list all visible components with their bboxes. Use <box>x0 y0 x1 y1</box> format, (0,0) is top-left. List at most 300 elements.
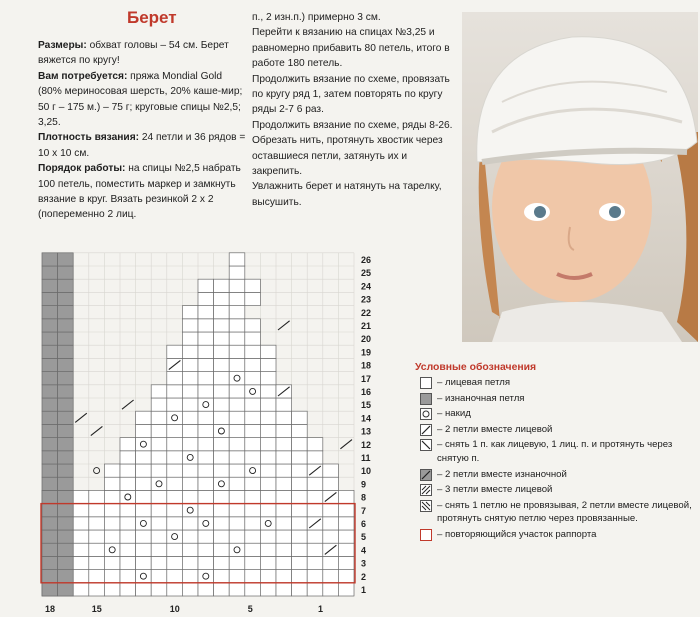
chart-cell <box>198 292 214 305</box>
instr-line: Увлажнить берет и натянуть на тарелку, высушить. <box>252 181 442 208</box>
instructions-paragraph: Порядок работы: на спицы №2,5 набрать 100 петель, поместить маркер и замкнуть вязание в круг. Вязать резинкой 2 х 2 (попеременно 2 лиц. <box>38 163 241 221</box>
chart-cell <box>292 464 308 477</box>
chart-cell <box>198 517 214 530</box>
row-label: 14 <box>361 413 372 424</box>
chart-cell <box>167 517 183 530</box>
chart-cell <box>276 583 292 596</box>
chart-cell <box>104 570 120 583</box>
chart-cell <box>167 398 183 411</box>
chart-cell <box>167 543 183 556</box>
chart-cell <box>214 292 230 305</box>
chart-cell <box>89 504 105 517</box>
chart-cell <box>198 279 214 292</box>
chart-cell <box>245 411 261 424</box>
chart-cell <box>276 556 292 569</box>
row-label: 11 <box>361 453 371 463</box>
purl-cell <box>42 504 58 517</box>
chart-cell <box>245 451 261 464</box>
chart-cell <box>136 451 152 464</box>
purl-cell <box>42 372 58 385</box>
chart-cell <box>276 570 292 583</box>
purl-cell <box>42 543 58 556</box>
chart-cell <box>276 464 292 477</box>
chart-cell <box>276 490 292 503</box>
chart-cell <box>245 530 261 543</box>
chart-cell <box>120 438 136 451</box>
chart-cell <box>73 556 89 569</box>
chart-cell <box>292 556 308 569</box>
chart-cell <box>292 477 308 490</box>
chart-cell <box>260 411 276 424</box>
purl-cell <box>42 517 58 530</box>
chart-cell <box>136 543 152 556</box>
legend-item-text: – 3 петли вместе лицевой <box>437 484 553 496</box>
chart-cell <box>151 451 167 464</box>
chart-cell <box>260 385 276 398</box>
decrease-mark <box>122 400 134 409</box>
purl-cell <box>42 477 58 490</box>
chart-cell <box>229 306 245 319</box>
chart-cell <box>229 464 245 477</box>
chart-cell <box>229 504 245 517</box>
chart-cell <box>182 556 198 569</box>
chart-cell <box>229 570 245 583</box>
chart-cell <box>104 504 120 517</box>
chart-cell <box>214 583 230 596</box>
purl-cell <box>42 424 58 437</box>
chart-cell <box>229 372 245 385</box>
chart-cell <box>120 556 136 569</box>
chart-cell <box>214 504 230 517</box>
chart-cell <box>245 398 261 411</box>
gauge-paragraph: Плотность вязания: 24 петли и 36 рядов = 10 х 10 см. <box>38 132 246 159</box>
chart-cell <box>245 477 261 490</box>
purl-cell <box>58 464 74 477</box>
purl-cell <box>58 398 74 411</box>
chart-cell <box>167 464 183 477</box>
chart-cell <box>136 411 152 424</box>
chart-cell <box>182 372 198 385</box>
chart-cell <box>104 517 120 530</box>
legend <box>415 362 700 544</box>
chart-cell <box>214 358 230 371</box>
chart-cell <box>229 253 245 266</box>
chart-cell <box>182 306 198 319</box>
chart-cell <box>214 372 230 385</box>
chart-cell <box>245 504 261 517</box>
purl-cell <box>42 345 58 358</box>
instr-line: п., 2 изн.п.) примерно 3 см. <box>252 12 381 23</box>
chart-cell <box>214 451 230 464</box>
chart-cell <box>73 504 89 517</box>
chart-cell <box>120 583 136 596</box>
legend-item-text: – снять 1 п. как лицевую, 1 лиц. п. и протянуть через снятую п. <box>437 439 673 464</box>
legend-item-text: – изнаночная петля <box>437 392 525 404</box>
chart-cell <box>89 543 105 556</box>
purl-cell <box>42 530 58 543</box>
legend-item <box>415 392 700 406</box>
purl-cell <box>58 319 74 332</box>
chart-cell <box>167 411 183 424</box>
chart-cell <box>214 477 230 490</box>
chart-cell <box>167 583 183 596</box>
legend-item <box>415 376 700 390</box>
chart-cell <box>245 490 261 503</box>
k3tog-symbol-icon <box>420 484 432 496</box>
chart-cell <box>245 556 261 569</box>
chart-cell <box>292 411 308 424</box>
row-label: 16 <box>361 387 372 397</box>
chart-cell <box>323 477 339 490</box>
chart-cell <box>260 543 276 556</box>
chart-cell <box>229 556 245 569</box>
column-label: 5 <box>247 604 253 614</box>
chart-cell <box>307 504 323 517</box>
chart-cell <box>245 583 261 596</box>
left-text-column <box>38 38 248 223</box>
chart-cell <box>276 424 292 437</box>
row-label: 6 <box>361 519 367 529</box>
purl-cell <box>42 332 58 345</box>
chart-cell <box>167 530 183 543</box>
skp-symbol-icon <box>420 439 432 451</box>
purl-cell <box>58 530 74 543</box>
chart-cell <box>260 570 276 583</box>
chart-cell <box>229 319 245 332</box>
chart-cell <box>182 517 198 530</box>
chart-cell <box>182 385 198 398</box>
chart-cell <box>214 411 230 424</box>
legend-item <box>415 528 700 542</box>
chart-cell <box>229 517 245 530</box>
chart-cell <box>198 332 214 345</box>
materials-paragraph: Вам потребуется: пряжа Mondial Gold (80% мериносовая шерсть, 20% каше-мир; 50 г – 175 м.) – 75 г; круговые спицы №2,5; 3,25. <box>38 70 243 129</box>
chart-cell <box>229 583 245 596</box>
chart-cell <box>229 438 245 451</box>
purl-cell <box>58 292 74 305</box>
purl-cell <box>58 411 74 424</box>
purl-cell <box>58 451 74 464</box>
chart-cell <box>198 385 214 398</box>
chart-cell <box>167 490 183 503</box>
chart-cell <box>307 451 323 464</box>
chart-cell <box>151 464 167 477</box>
chart-cell <box>198 411 214 424</box>
chart-cell <box>229 424 245 437</box>
chart-cell <box>198 451 214 464</box>
chart-cell <box>214 530 230 543</box>
chart-cell <box>198 345 214 358</box>
chart-cell <box>229 490 245 503</box>
row-label: 20 <box>361 334 372 345</box>
chart-cell <box>338 570 354 583</box>
chart-cell <box>198 319 214 332</box>
chart-cell <box>167 345 183 358</box>
purl-cell <box>58 345 74 358</box>
chart-cell <box>214 306 230 319</box>
purl-cell <box>58 543 74 556</box>
chart-cell <box>151 530 167 543</box>
knitting-chart <box>0 236 400 617</box>
chart-cell <box>120 451 136 464</box>
chart-cell <box>151 411 167 424</box>
chart-cell <box>198 424 214 437</box>
purl-cell <box>42 253 58 266</box>
chart-cell <box>198 477 214 490</box>
purl-cell <box>42 464 58 477</box>
chart-cell <box>89 583 105 596</box>
row-label: 18 <box>361 360 372 371</box>
legend-item <box>415 407 700 421</box>
page-title: Берет <box>127 8 177 27</box>
chart-cell <box>120 530 136 543</box>
chart-cell <box>182 451 198 464</box>
chart-cell <box>292 583 308 596</box>
chart-cell <box>73 570 89 583</box>
purl-cell <box>42 411 58 424</box>
chart-cell <box>104 543 120 556</box>
chart-cell <box>73 583 89 596</box>
chart-cell <box>198 490 214 503</box>
chart-cell <box>136 438 152 451</box>
chart-cell <box>338 517 354 530</box>
chart-cell <box>245 570 261 583</box>
chart-cell <box>182 477 198 490</box>
chart-cell <box>198 438 214 451</box>
purl-cell <box>58 490 74 503</box>
chart-cell <box>136 556 152 569</box>
chart-cell <box>229 358 245 371</box>
chart-cell <box>307 438 323 451</box>
chart-cell <box>292 570 308 583</box>
chart-cell <box>276 398 292 411</box>
chart-cell <box>167 477 183 490</box>
chart-cell <box>182 583 198 596</box>
purl-cell <box>42 279 58 292</box>
chart-cell <box>214 490 230 503</box>
chart-cell <box>104 477 120 490</box>
decrease-mark <box>340 440 352 449</box>
chart-cell <box>182 504 198 517</box>
decrease-mark <box>91 426 103 435</box>
instr-line: Перейти к вязанию на спицах №3,25 и равномерно прибавить 80 петель, итого в работе 180 петель. <box>252 27 450 70</box>
decrease-mark <box>278 321 290 330</box>
chart-cell <box>276 517 292 530</box>
row-label: 7 <box>361 505 367 516</box>
chart-cell <box>245 372 261 385</box>
chart-cell <box>260 517 276 530</box>
purl-cell <box>58 279 74 292</box>
chart-cell <box>260 424 276 437</box>
chart-cell <box>229 451 245 464</box>
chart-cell <box>245 424 261 437</box>
chart-cell <box>182 464 198 477</box>
purl-cell <box>42 570 58 583</box>
chart-cell <box>323 556 339 569</box>
chart-cell <box>245 292 261 305</box>
chart-cell <box>338 504 354 517</box>
chart-cell <box>292 517 308 530</box>
chart-cell <box>198 556 214 569</box>
purl-cell <box>58 504 74 517</box>
chart-cell <box>104 556 120 569</box>
row-label: 24 <box>361 281 372 292</box>
row-label: 8 <box>361 492 367 503</box>
chart-cell <box>104 583 120 596</box>
chart-cell <box>73 517 89 530</box>
legend-item <box>415 468 700 482</box>
chart-cell <box>73 543 89 556</box>
legend-item-text: – снять 1 петлю не провязывая, 2 петли вместе лицевой, протянуть снятую петлю через провязанные. <box>437 499 692 525</box>
chart-cell <box>276 451 292 464</box>
purl-cell <box>42 319 58 332</box>
chart-cell <box>260 398 276 411</box>
chart-cell <box>276 543 292 556</box>
chart-cell <box>307 530 323 543</box>
chart-cell <box>73 490 89 503</box>
legend-item <box>415 423 700 437</box>
chart-cell <box>120 477 136 490</box>
chart-cell <box>198 583 214 596</box>
row-label: 15 <box>361 400 372 411</box>
chart-cell <box>338 583 354 596</box>
purl-cell <box>58 266 74 279</box>
yarn-over-mark <box>94 468 100 474</box>
repeat-symbol-icon <box>420 529 432 541</box>
chart-cell <box>338 530 354 543</box>
row-label: 9 <box>361 479 367 490</box>
chart-cell <box>120 504 136 517</box>
chart-cell <box>167 385 183 398</box>
legend-item <box>415 483 700 497</box>
chart-cell <box>245 438 261 451</box>
instr-line: Продолжить вязание по схеме, ряды 8-26. <box>252 119 453 131</box>
chart-cell <box>120 570 136 583</box>
chart-cell <box>120 543 136 556</box>
chart-cell <box>182 570 198 583</box>
purl-symbol-icon <box>420 393 432 405</box>
purl-cell <box>58 438 74 451</box>
chart-cell <box>229 530 245 543</box>
chart-cell <box>260 358 276 371</box>
chart-cell <box>151 490 167 503</box>
chart-cell <box>167 372 183 385</box>
chart-cell <box>276 411 292 424</box>
column-label: 1 <box>318 604 324 614</box>
chart-cell <box>260 477 276 490</box>
chart-cell <box>307 543 323 556</box>
chart-cell <box>229 543 245 556</box>
chart-cell <box>120 517 136 530</box>
chart-cell <box>167 424 183 437</box>
yo-symbol-icon <box>420 408 432 420</box>
row-label: 13 <box>361 426 372 437</box>
chart-cell <box>307 477 323 490</box>
chart-cell <box>245 517 261 530</box>
chart-cell <box>182 345 198 358</box>
chart-cell <box>198 464 214 477</box>
purl-cell <box>42 451 58 464</box>
chart-cell <box>151 504 167 517</box>
chart-cell <box>182 530 198 543</box>
row-label: 23 <box>361 294 372 305</box>
knit-symbol-icon <box>420 377 432 389</box>
chart-cell <box>214 556 230 569</box>
row-label: 19 <box>361 347 372 358</box>
legend-title: Условные обозначения <box>415 362 537 373</box>
chart-cell <box>104 490 120 503</box>
chart-cell <box>167 556 183 569</box>
chart-cell <box>151 517 167 530</box>
chart-cell <box>182 332 198 345</box>
chart-cell <box>120 464 136 477</box>
chart-cell <box>292 451 308 464</box>
chart-cell <box>214 385 230 398</box>
chart-cell <box>229 398 245 411</box>
chart-cell <box>245 332 261 345</box>
purl-cell <box>42 385 58 398</box>
chart-cell <box>104 530 120 543</box>
purl-cell <box>58 424 74 437</box>
row-label: 21 <box>361 321 372 331</box>
chart-cell <box>307 583 323 596</box>
chart-cell <box>167 451 183 464</box>
purl-cell <box>58 556 74 569</box>
chart-cell <box>323 570 339 583</box>
purl-cell <box>58 372 74 385</box>
purl-cell <box>58 332 74 345</box>
k2tog-symbol-icon <box>420 424 432 436</box>
row-label: 4 <box>361 545 367 556</box>
chart-cell <box>214 279 230 292</box>
chart-cell <box>307 570 323 583</box>
chart-cell <box>167 570 183 583</box>
chart-cell <box>151 424 167 437</box>
chart-cell <box>151 438 167 451</box>
purl-cell <box>58 517 74 530</box>
chart-cell <box>182 490 198 503</box>
purl-cell <box>42 358 58 371</box>
chart-cell <box>229 266 245 279</box>
chart-cell <box>198 530 214 543</box>
chart-cell <box>292 504 308 517</box>
purl-cell <box>58 358 74 371</box>
chart-cell <box>276 477 292 490</box>
chart-cell <box>214 517 230 530</box>
chart-cell <box>89 517 105 530</box>
purl-cell <box>42 490 58 503</box>
legend-item-text: – повторяющийся участок раппорта <box>437 528 597 540</box>
chart-cell <box>182 543 198 556</box>
purl-cell <box>42 292 58 305</box>
chart-cell <box>182 398 198 411</box>
chart-cell <box>245 319 261 332</box>
chart-cell <box>260 345 276 358</box>
chart-cell <box>229 385 245 398</box>
chart-cell <box>260 530 276 543</box>
chart-cell <box>229 332 245 345</box>
chart-cell <box>89 556 105 569</box>
chart-cell <box>260 504 276 517</box>
legend-item-text: – 2 петли вместе лицевой <box>437 423 553 435</box>
chart-cell <box>307 490 323 503</box>
chart-cell <box>198 372 214 385</box>
chart-cell <box>151 477 167 490</box>
chart-cell <box>260 372 276 385</box>
sk2p-symbol-icon <box>420 500 432 512</box>
chart-cell <box>338 543 354 556</box>
instr-line: Продолжить вязание по схеме, провязать по кругу ряд 1, затем повторять по кругу ряды 2-7 6 раз. <box>252 73 450 116</box>
